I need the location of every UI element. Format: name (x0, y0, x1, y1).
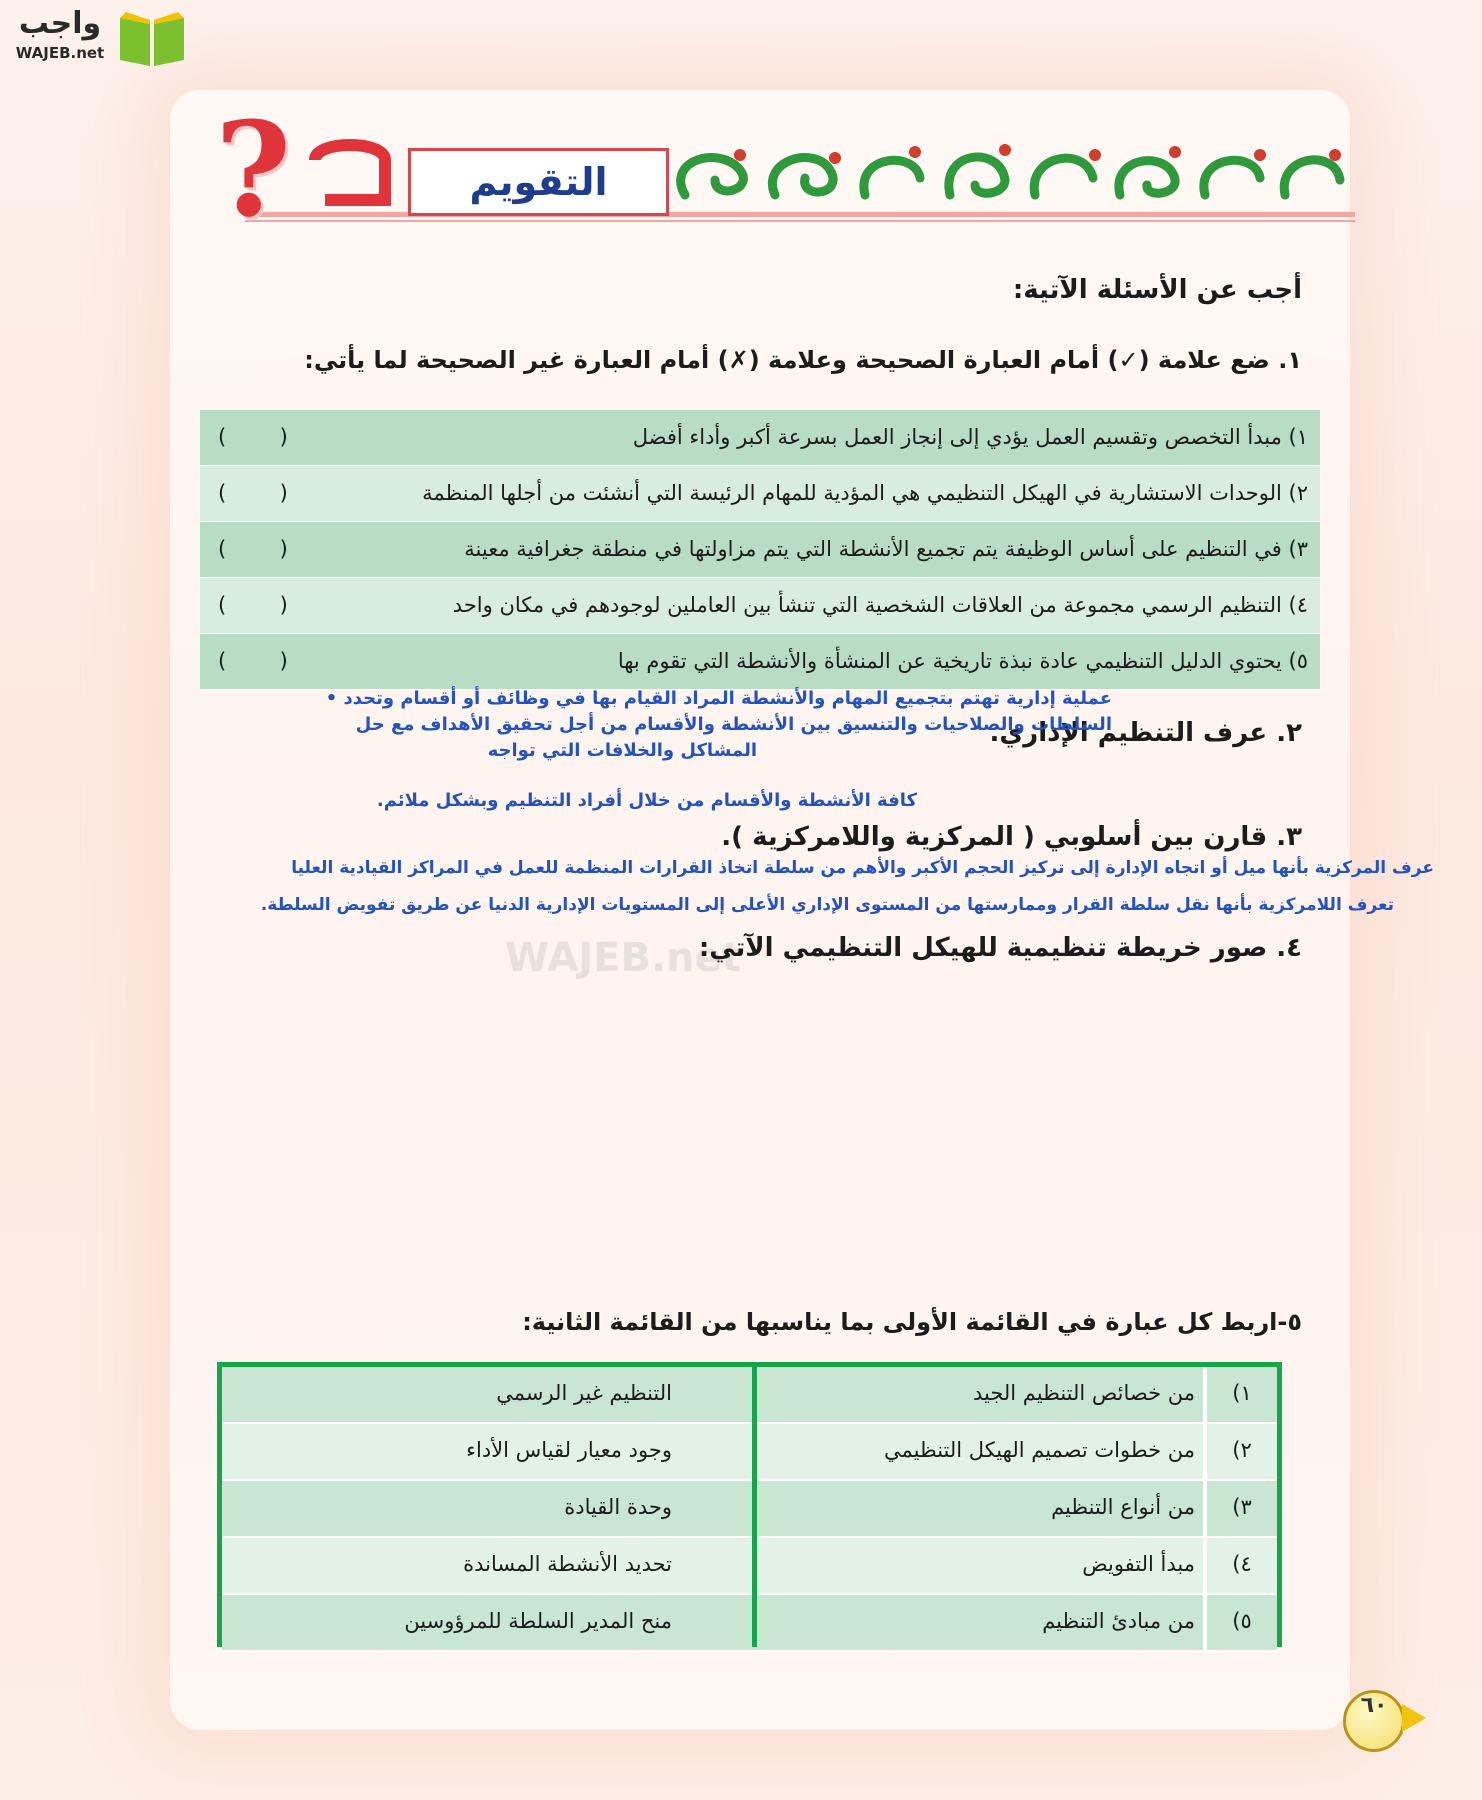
watermark: WAJEB.net (505, 935, 741, 981)
q2-prompt: ٢. عرف التنظيم الإداري. (989, 718, 1302, 748)
table-row (200, 410, 1320, 466)
answer-box[interactable]: ( ) (218, 481, 288, 505)
item-text: منح المدير السلطة للمرؤوسين (404, 1609, 672, 1633)
item-text: من مبادئ التنظيم (1042, 1609, 1195, 1633)
book-icon (116, 8, 188, 68)
banner-title: التقويم (408, 148, 669, 216)
true-false-table (200, 410, 1320, 690)
answer-box[interactable]: ( ) (218, 649, 288, 673)
statement-text: ٢) الوحدات الاستشارية في الهيكل التنظيمي هي المؤدية للمهام الرئيسة التي أنشئت من أجلها المنظمة (422, 481, 1308, 505)
statement-text: ١) مبدأ التخصص وتقسيم العمل يؤدي إلى إنجاز العمل بسرعة أكبر وأداء أفضل (632, 425, 1308, 449)
banner-decoration (215, 93, 1355, 246)
item-number: ٣) (1203, 1481, 1277, 1536)
q3-answer-decentralization: تعرف اللامركزية بأنها نقل سلطة القرار وممارستها من المستوى الإداري الأعلى إلى المستويات الإدارية الدنيا عن طريق تفويض السلطة. (260, 895, 1394, 915)
section-banner (215, 93, 1355, 246)
statement-text: ٤) التنظيم الرسمي مجموعة من العلاقات الشخصية التي تنشأ بين العاملين لوجودهم في مكان واحد (452, 593, 1308, 617)
question-mark-icon: ? (215, 93, 292, 246)
item-text: من أنواع التنظيم (1051, 1495, 1195, 1519)
list-item[interactable] (222, 1424, 752, 1481)
list-item[interactable] (222, 1595, 752, 1652)
wajeb-logo[interactable] (10, 6, 190, 66)
table-row (200, 466, 1320, 522)
instructions: أجب عن الأسئلة الآتية: (1012, 275, 1302, 305)
q4-prompt: ٤. صور خريطة تنظيمية للهيكل التنظيمي الآتي: (698, 933, 1302, 963)
first-list (742, 1362, 1282, 1647)
item-number: ٤) (1203, 1538, 1277, 1593)
table-row (200, 522, 1320, 578)
item-text: تحديد الأنشطة المساندة (463, 1552, 672, 1576)
list-item[interactable] (222, 1481, 752, 1538)
table-row (200, 578, 1320, 634)
list-item[interactable] (747, 1481, 1277, 1538)
item-text: من خصائص التنظيم الجيد (972, 1381, 1195, 1405)
list-item[interactable] (747, 1367, 1277, 1424)
q2-answer-line: المشاكل والخلافات التي تواجه (487, 740, 757, 761)
list-item[interactable] (747, 1595, 1277, 1652)
q3-answer-centralization: عرف المركزية بأنها ميل أو اتجاه الإدارة إلى تركيز الحجم الأكبر والأهم من سلطة اتخاذ القرارات المنظمة للعمل في المراكز القيادية العليا (291, 858, 1434, 878)
q2-answer-line: عملية إدارية تهتم بتجميع المهام والأنشطة المراد القيام بها في وظائف أو أقسام وتحدد • (325, 688, 1112, 709)
q3-prompt: ٣. قارن بين أسلوبي ( المركزية واللامركزية ). (721, 822, 1302, 852)
answer-box[interactable]: ( ) (218, 425, 288, 449)
list-item[interactable] (747, 1424, 1277, 1481)
q2-answer-line: كافة الأنشطة والأقسام من خلال أفراد التنظيم وبشكل ملائم. (376, 790, 917, 811)
logo-subtitle: WAJEB.net (15, 44, 105, 62)
statement-text: ٥) يحتوي الدليل التنظيمي عادة نبذة تاريخية عن المنشأة والأنشطة التي تقوم بها (617, 649, 1308, 673)
q1-prompt: ١. ضع علامة (✓) أمام العبارة الصحيحة وعلامة (✗) أمام العبارة غير الصحيحة لما يأتي: (304, 346, 1302, 374)
item-text: من خطوات تصميم الهيكل التنظيمي (884, 1438, 1195, 1462)
list-item[interactable] (222, 1538, 752, 1595)
list-item[interactable] (747, 1538, 1277, 1595)
page-arrow-icon (1402, 1704, 1426, 1732)
item-number: ٢) (1203, 1424, 1277, 1479)
item-text: وجود معيار لقياس الأداء (466, 1438, 672, 1462)
page-number: ٦٠ (1343, 1690, 1405, 1752)
logo-name: واجب (18, 6, 102, 41)
statement-text: ٣) في التنظيم على أساس الوظيفة يتم تجميع الأنشطة التي يتم مزاولتها في منطقة جغرافية معينة (464, 537, 1308, 561)
table-row (200, 634, 1320, 690)
item-number: ١) (1203, 1367, 1277, 1422)
q2-answer-line: السلطات والصلاحيات والتنسيق بين الأنشطة والأقسام من أجل تحقيق الأهداف مع حل (355, 714, 1112, 735)
answer-box[interactable]: ( ) (218, 537, 288, 561)
item-text: مبدأ التفويض (1082, 1552, 1195, 1576)
item-text: التنظيم غير الرسمي (496, 1381, 672, 1405)
answer-box[interactable]: ( ) (218, 593, 288, 617)
list-item[interactable] (222, 1367, 752, 1424)
item-text: وحدة القيادة (564, 1495, 672, 1519)
q5-prompt: ٥-اربط كل عبارة في القائمة الأولى بما يناسبها من القائمة الثانية: (522, 1308, 1302, 1336)
second-list (217, 1362, 757, 1647)
item-number: ٥) (1203, 1595, 1277, 1650)
